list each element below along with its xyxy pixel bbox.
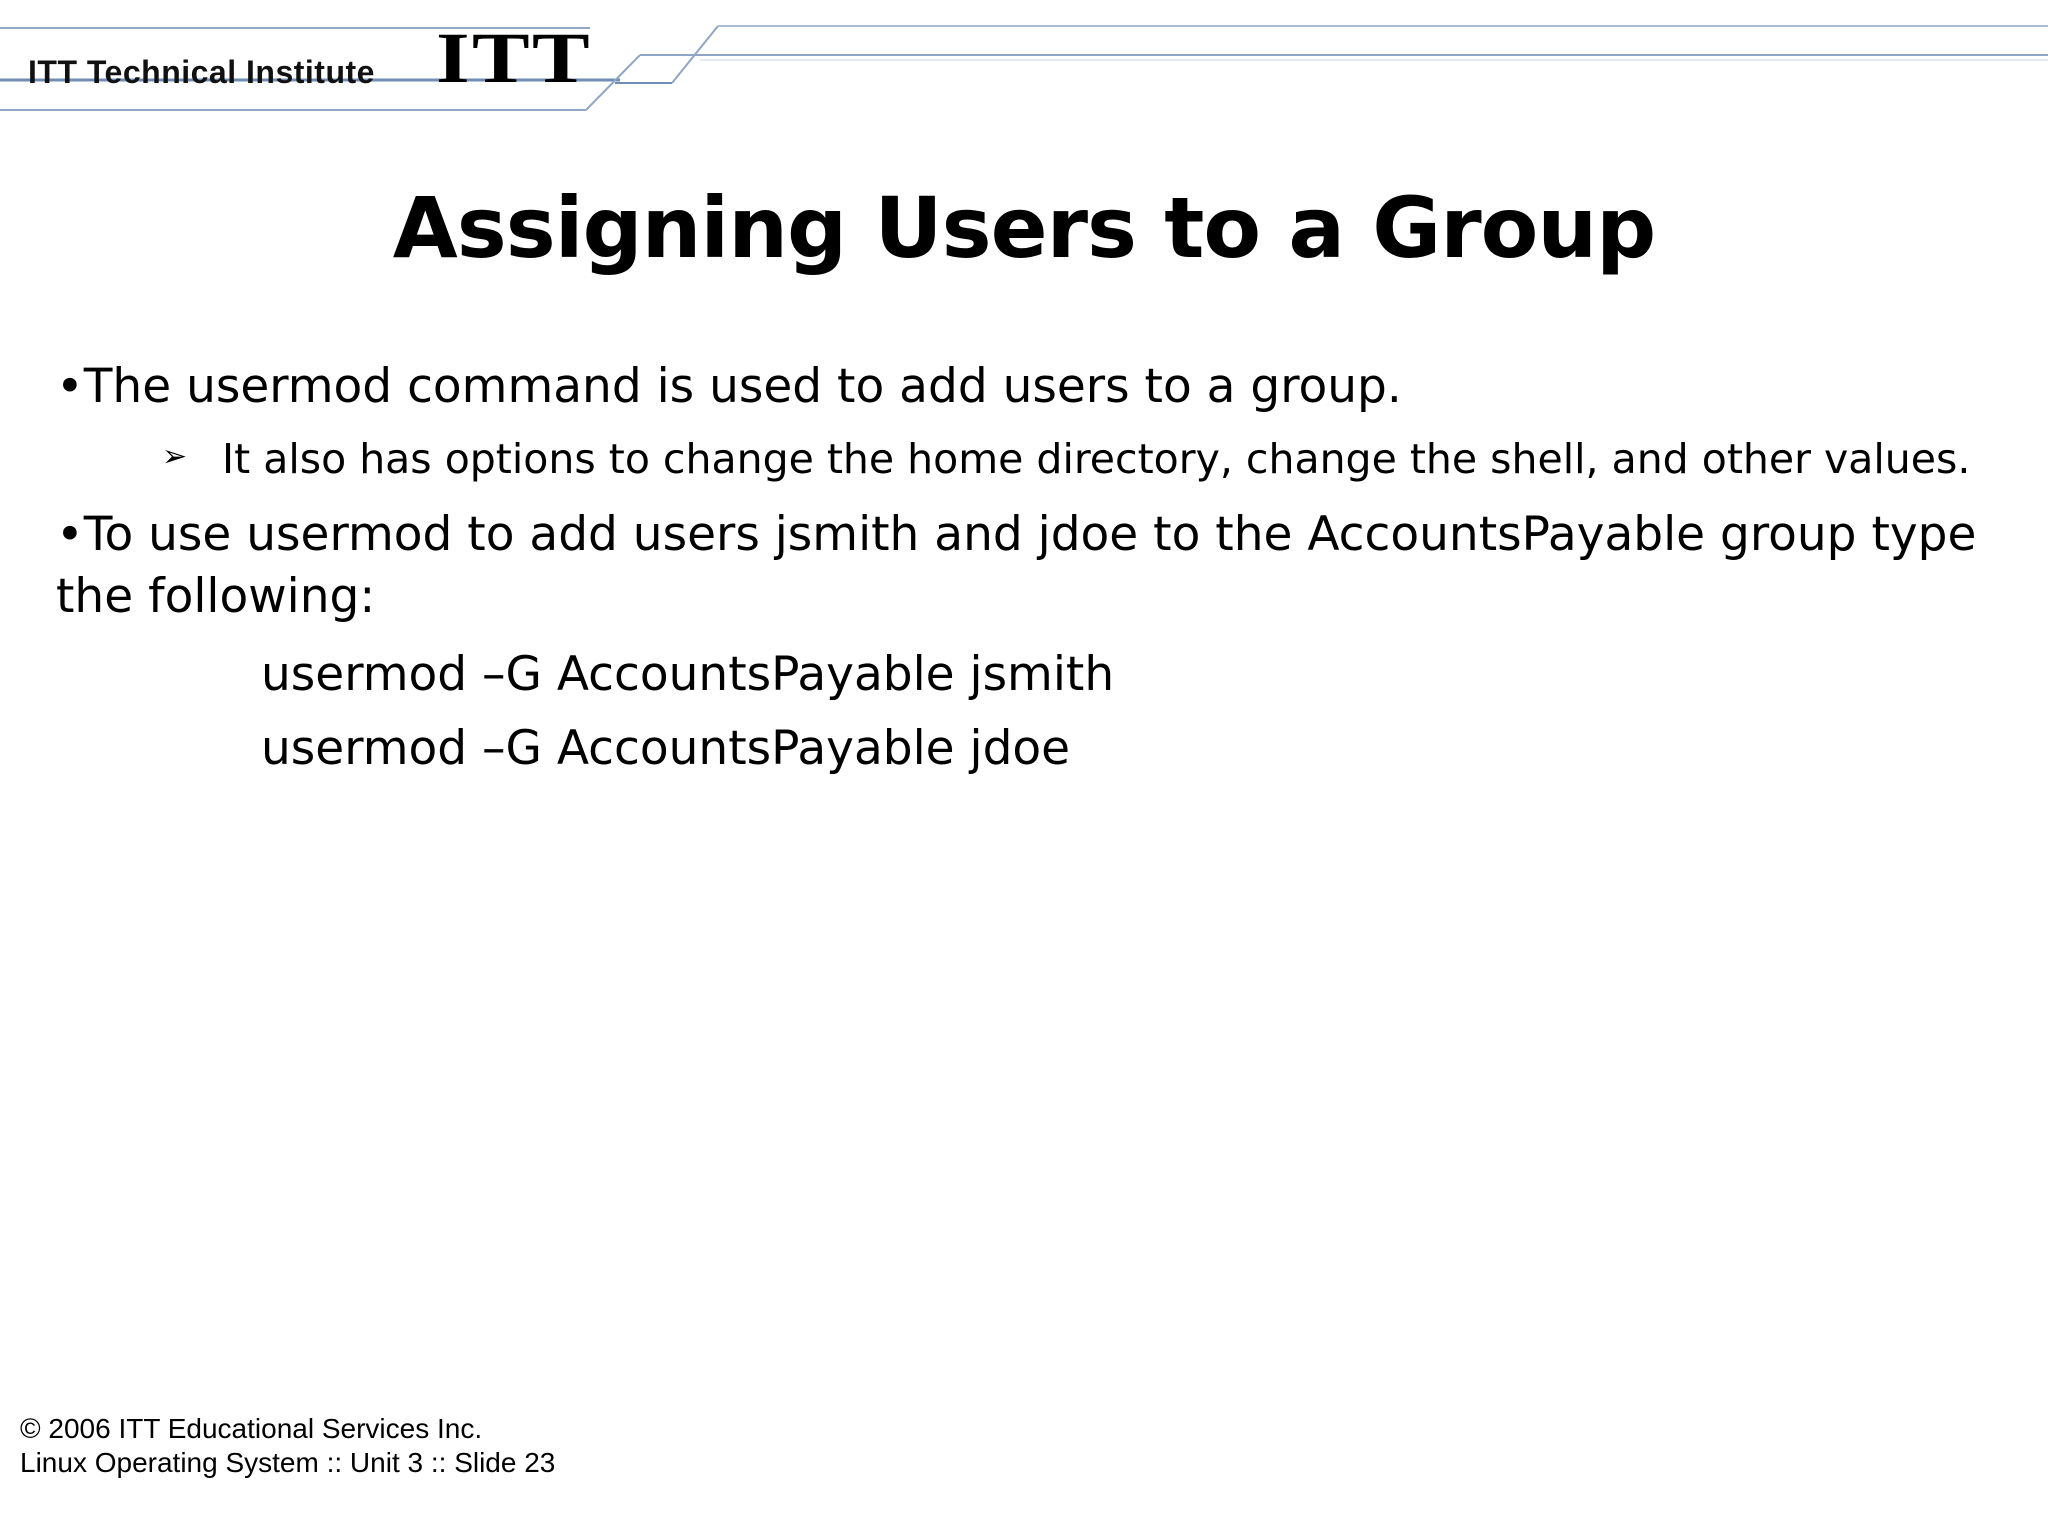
course-info-text: Linux Operating System :: Unit 3 :: Slide 23	[20, 1447, 556, 1478]
sub-bullet-text: It also has options to change the home directory, change the shell, and other values.	[222, 435, 1971, 483]
command-line-jdoe: usermod –G AccountsPayable jdoe	[261, 721, 1071, 776]
slide-body	[56, 356, 1996, 786]
copyright-text: © 2006 ITT Educational Services Inc.	[20, 1413, 483, 1444]
sub-bullet-options	[56, 432, 1996, 486]
slide-footer	[20, 1412, 555, 1480]
arrow-bullet-icon: ➢	[162, 439, 188, 474]
itt-logo: ITT	[436, 18, 593, 98]
command-line-jsmith: usermod –G AccountsPayable jsmith	[261, 647, 1115, 702]
bullet-usermod-example: •To use usermod to add users jsmith and jdoe to the AccountsPayable group type the following:	[56, 507, 1977, 624]
institute-name: ITT Technical Institute	[28, 54, 375, 90]
bullet-usermod-intro: •The usermod command is used to add users to a group.	[56, 359, 1402, 414]
slide-title: Assigning Users to a Group	[392, 179, 1656, 277]
slide-header	[0, 0, 2048, 120]
